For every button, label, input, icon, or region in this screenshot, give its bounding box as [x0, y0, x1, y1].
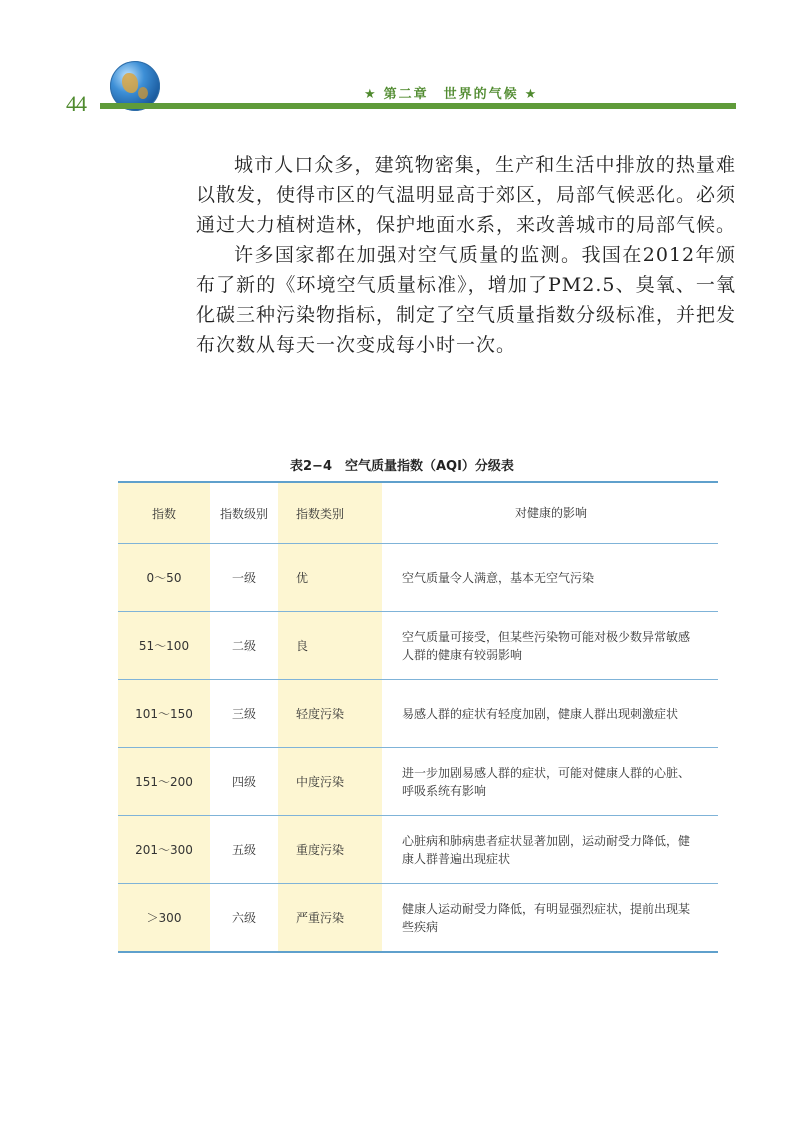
- cell-index: 101～150: [118, 680, 210, 748]
- table-row: [118, 884, 718, 953]
- cell-effect: 心脏病和肺病患者症状显著加剧，运动耐受力降低，健康人群普遍出现症状: [382, 816, 718, 884]
- cell-category: 轻度污染: [278, 680, 382, 748]
- star-icon: ★: [364, 87, 378, 102]
- table-row: [118, 612, 718, 680]
- table-header-row: [118, 482, 718, 544]
- body-text: [196, 150, 736, 360]
- cell-index: 151～200: [118, 748, 210, 816]
- header-level: 指数级别: [210, 482, 278, 544]
- table-row: [118, 680, 718, 748]
- table-row: [118, 816, 718, 884]
- cell-level: 二级: [210, 612, 278, 680]
- aqi-table: [118, 481, 718, 953]
- header-divider: [100, 103, 736, 109]
- header-index: 指数: [118, 482, 210, 544]
- cell-index: 201～300: [118, 816, 210, 884]
- table-row: [118, 748, 718, 816]
- cell-category: 良: [278, 612, 382, 680]
- paragraph: 许多国家都在加强对空气质量的监测。我国在2012年颁布了新的《环境空气质量标准》，增加了PM2.5、臭氧、一氧化碳三种污染物指标，制定了空气质量指数分级标准，并把发布次数从每天一次变成每小时一次。: [196, 244, 737, 356]
- cell-effect: 易感人群的症状有轻度加剧，健康人群出现刺激症状: [382, 680, 718, 748]
- page-number: 44: [66, 91, 86, 116]
- cell-level: 三级: [210, 680, 278, 748]
- cell-index: ＞300: [118, 884, 210, 953]
- cell-level: 四级: [210, 748, 278, 816]
- table-row: [118, 544, 718, 612]
- star-icon: ★: [524, 87, 539, 102]
- cell-index: 0～50: [118, 544, 210, 612]
- cell-index: 51～100: [118, 612, 210, 680]
- cell-level: 六级: [210, 884, 278, 953]
- table-caption: 表2−4 空气质量指数（AQI）分级表: [290, 459, 514, 474]
- cell-level: 一级: [210, 544, 278, 612]
- header-effect: 对健康的影响: [382, 482, 718, 544]
- paragraph: 城市人口众多，建筑物密集，生产和生活中排放的热量难以散发，使得市区的气温明显高于郊区，局部气候恶化。必须通过大力植树造林，保护地面水系，来改善城市的局部气候。: [196, 154, 737, 236]
- page-header: [0, 55, 800, 115]
- cell-effect: 空气质量可接受，但某些污染物可能对极少数异常敏感人群的健康有较弱影响: [382, 612, 718, 680]
- cell-category: 重度污染: [278, 816, 382, 884]
- header-category: 指数类别: [278, 482, 382, 544]
- cell-effect: 健康人运动耐受力降低，有明显强烈症状，提前出现某些疾病: [382, 884, 718, 953]
- cell-category: 优: [278, 544, 382, 612]
- cell-level: 五级: [210, 816, 278, 884]
- chapter-title: ★ 第二章 世界的气候 ★: [364, 87, 539, 102]
- cell-category: 中度污染: [278, 748, 382, 816]
- cell-effect: 空气质量令人满意，基本无空气污染: [382, 544, 718, 612]
- cell-category: 严重污染: [278, 884, 382, 953]
- cell-effect: 进一步加剧易感人群的症状，可能对健康人群的心脏、呼吸系统有影响: [382, 748, 718, 816]
